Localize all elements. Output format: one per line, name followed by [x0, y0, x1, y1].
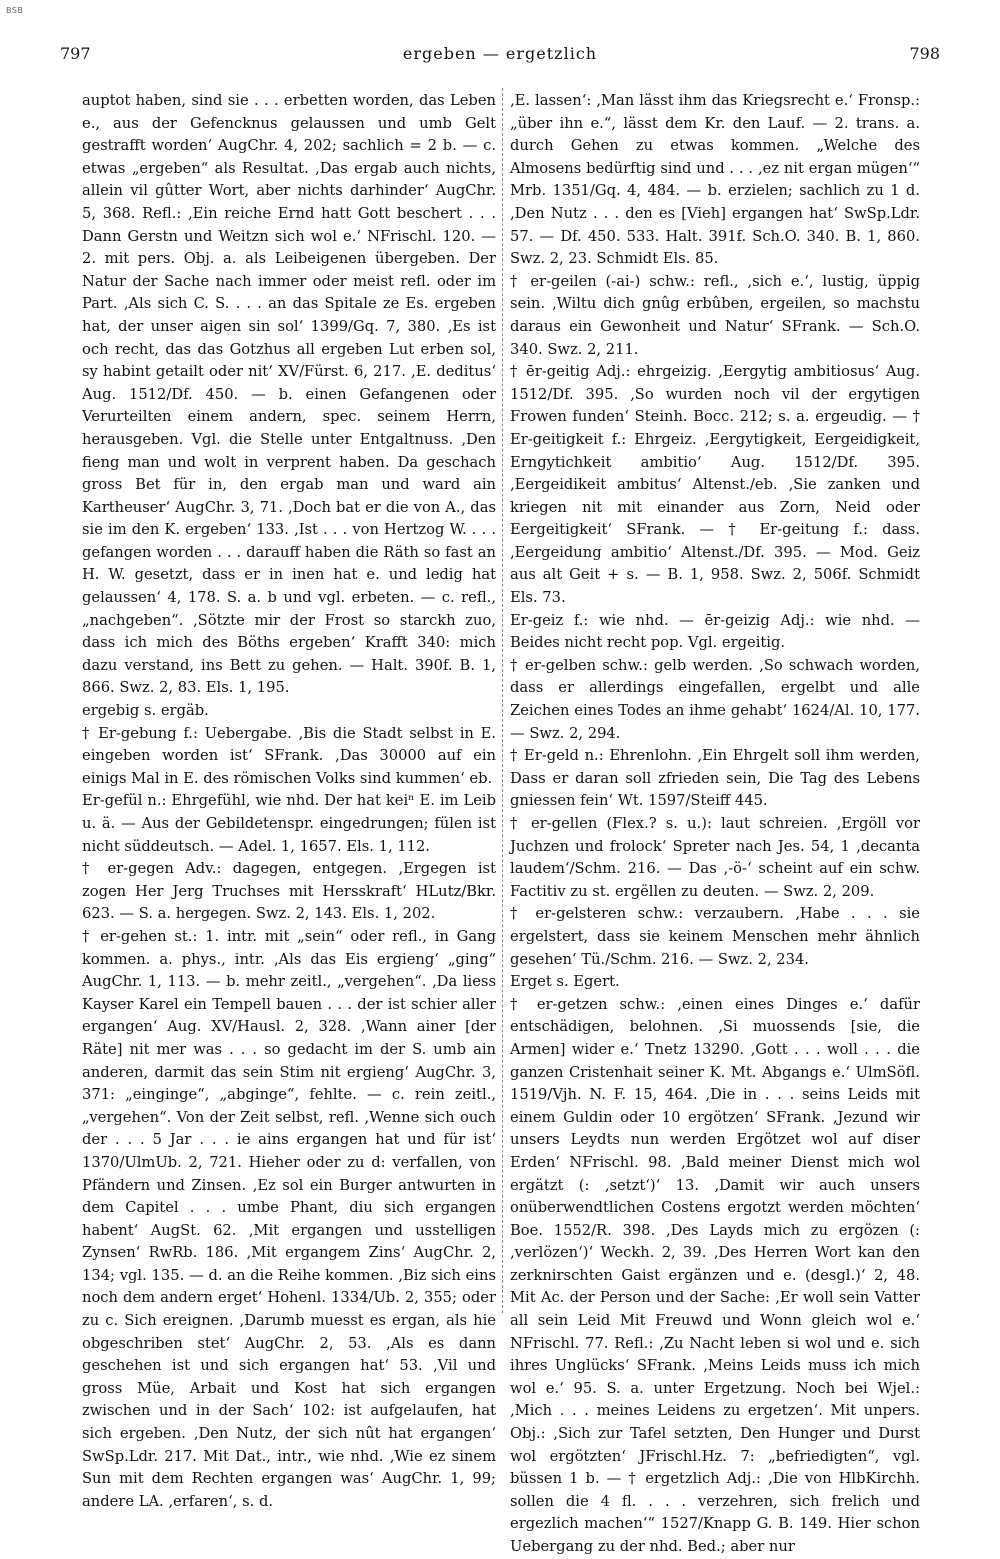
right-column: [510, 90, 920, 1559]
entry-paragraph: † er-gelsteren schw.: verzaubern. ‚Habe . . . sie ergelstert, dass sie keinem Menschen mehr ähnlich gesehen‘ Tü./Schm. 216. — Swz. 2, 234.: [510, 905, 920, 968]
entry-paragraph: † Er-geld n.: Ehrenlohn. ‚Ein Ehrgelt soll ihm werden, Dass er daran soll zfrieden sein, Die Tag des Lebens gniessen fein‘ Wt. 1597/Steiff 445.: [510, 747, 920, 810]
entry-paragraph: † ēr-geitig Adj.: ehrgeizig. ‚Eergytig ambitiosus‘ Aug. 1512/Df. 395. ‚So wurden noch vil der ergytigen Frowen funden‘ Steinh. Bocc. 212; s. a. ergeudig. — † Er-geitigkeit f.: Ehrgeiz. ‚Eergytigkeit, Eergeidigkeit, Erngytichkeit ambitio‘ Aug. 1512/Df. 395. ‚Eergeidikeit ambitus‘ Altenst./eb. ‚Sie zanken und kriegen nit mit einander aus Zorn, Neid oder Eergeitigkeit‘ SFrank. — † Er-geitung f.: dass. ‚Eergeidung ambitio‘ Altenst./Df. 395. — Mod. Geiz aus alt Geit + s. — B. 1, 958. Swz. 2, 506f. Schmidt Els. 73.: [510, 363, 920, 607]
right-page-number: 798: [909, 44, 940, 63]
entry-paragraph: † er-gelben schw.: gelb werden. ‚So schwach worden, dass er allerdings eingefallen, ergelbt und alle Zeichen eines Todes an ihme gehabt‘ 1624/Al. 10, 177. — Swz. 2, 294.: [510, 656, 920, 742]
column-divider: [502, 88, 503, 1313]
left-column: [82, 90, 496, 1513]
left-page-number: 797: [60, 44, 91, 63]
running-title: ergeben — ergetzlich: [402, 44, 598, 63]
entry-paragraph: ‚E. lassen‘: ‚Man lässt ihm das Kriegsrecht e.‘ Fronsp.: „über ihn e.“, lässt dem Kr. den Lauf. — 2. trans. a. durch Gehen zu etwas kommen. „Welche des Almosens bedürftig sind und . . . ‚ez nit ergan mügen‘“ Mrb. 1351/Gq. 4, 484. — b. erzielen; sachlich zu 1 d. ‚Den Nutz . . . den es [Vieh] ergangen hat‘ SwSp.Ldr. 57. — Df. 450. 533. Halt. 391f. Sch.O. 340. B. 1, 860. Swz. 2, 23. Schmidt Els. 85.: [510, 92, 920, 268]
entry-paragraph: auptot haben, sind sie . . . erbetten worden, das Leben e., aus der Gefencknus gelaussen und umb Gelt gestrafft worden‘ AugChr. 4, 202; sachlich = 2 b. — c. etwas „ergeben“ als Resultat. ‚Das ergab auch nichts, allein vil gûtter Wort, aber nichts darhinder‘ AugChr. 5, 368. Refl.: ‚Ein reiche Ernd hatt Gott beschert . . . Dann Gerstn und Weitzn sich wol e.‘ NFrischl. 120. — 2. mit pers. Obj. a. als Leibeigenen übergeben. Der Natur der Sache nach immer oder meist refl. oder im Part. ‚Als sich C. S. . . . an das Spitale ze Es. ergeben hat, der unser aigen sin sol‘ 1399/Gq. 7, 380. ‚Es ist och recht, das das Gotzhus all ergeben Lut erben sol, sy habint getailt oder nit‘ XV/Fürst. 6, 217. ‚E. deditus‘ Aug. 1512/Df. 450. — b. einen Gefangenen oder Verurteilten einem andern, spec. seinem Herrn, herausgeben. Vgl. die Stelle unter Entgaltnuss. ‚Den fieng man und wolt in verprent haben. Da geschach gross Bet für in, den ergab man und ward ain Kartheuser‘ AugChr. 3, 71. ‚Doch bat er die von A., das sie im den K. ergeben‘ 133. ‚Ist . . . von Hertzog W. . . . gefangen worden . . . darauff haben die Räth so fast an H. W. gesetzt, dass er in inen hat e. und ledig hat gelaussen‘ 4, 178. S. a. b und vgl. erbeten. — c. refl., „nachgeben“. ‚Sötzte mir der Frost so starckh zuo, dass ich mich des Böths ergeben‘ Krafft 340: mich dazu verstand, ins Bett zu gehen. — Halt. 390f. B. 1, 866. Swz. 2, 83. Els. 1, 195.: [82, 92, 496, 697]
watermark: BSB: [6, 6, 24, 15]
entry-paragraph: † er-getzen schw.: ‚einen eines Dinges e.‘ dafür entschädigen, belohnen. ‚Si muossends [sie, die Armen] wider e.‘ Tnetz 13290. ‚Gott . . . woll . . . die ganzen Cristenhait seiner K. Mt. Abgangs e.‘ UlmSöfl. 1519/Vjh. N. F. 15, 464. ‚Die in . . . seins Leids mit einem Guldin oder 10 ergötzen‘ SFrank. ‚Jezund wir unsers Leydts nun werden Ergötzet wol auf diser Erden‘ NFrischl. 98. ‚Bald meiner Dienst mich wol ergätzt (: ‚setzt‘)‘ 13. ‚Damit wir auch unsers onüberwendtlichen Costens ergotzt werden möchten‘ Boe. 1552/R. 398. ‚Des Layds mich zu ergözen (: ‚verlözen‘)‘ Weckh. 2, 39. ‚Des Herren Wort kan den zerknirschten Gaist ergänzen und e. (desgl.)‘ 2, 48. Mit Ac. der Person und der Sache: ‚Er woll sein Vatter all sein Leid Mit Freuwd und Wonn gleich wol e.‘ NFrischl. 77. Refl.: ‚Zu Nacht leben si wol und e. sich ihres Unglücks‘ SFrank. ‚Meins Leids muss ich mich wol e.‘ 95. S. a. unter Ergetzung. Noch bei Wjel.: ‚Mich . . . meines Leidens zu ergetzen‘. Mit unpers. Obj.: ‚Sich zur Tafel setzten, Den Hunger und Durst wol ergötzten‘ JFrischl.Hz. 7: „befriedigten“, vgl. büssen 1 b. — † ergetzlich Adj.: ‚Die von HlbKirchh. sollen die 4 fl. . . . verzehren, sich frelich und ergezlich machen‘“ 1527/Knapp G. B. 149. Hier schon Uebergang zu der nhd. Bed.; aber nur: [510, 995, 920, 1555]
entry-paragraph: † er-geilen (-ai-) schw.: refl., ‚sich e.‘, lustig, üppig sein. ‚Wiltu dich gnûg erbûben, ergeilen, so machstu daraus ein Gewonheit und Natur‘ SFrank. — Sch.O. 340. Swz. 2, 211.: [510, 272, 920, 358]
entry-paragraph: † Er-gebung f.: Uebergabe. ‚Bis die Stadt selbst in E. eingeben worden ist‘ SFrank. ‚Das 30000 auf ein einigs Mal in E. des römischen Volks sind kummen‘ eb.: [82, 724, 496, 787]
page-header: [60, 44, 940, 70]
entry-paragraph: † er-gehen st.: 1. intr. mit „sein“ oder refl., in Gang kommen. a. phys., intr. ‚Als das Eis ergieng‘ „ging“ AugChr. 1, 113. — b. mehr zeitl., „vergehen“. ‚Da liess Kayser Karel ein Tempell bauen . . . der ist schier aller ergangen‘ Aug. XV/Hausl. 2, 328. ‚Wann ainer [der Räte] nit mer was . . . so gedacht im der S. umb ain anderen, darmit das sein Stim nit ergieng‘ AugChr. 3, 371: „einginge“, „abginge“, fehlte. — c. rein zeitl., „vergehen“. Von der Zeit selbst, refl. ‚Wenne sich ouch der . . . 5 Jar . . . ie ains ergangen hat und für ist‘ 1370/UlmUb. 2, 721. Hieher oder zu d: verfallen, von Pfändern und Zinsen. ‚Ez sol ein Burger antwurten in dem Capitel . . . umbe Phant, diu sich ergangen habent‘ AugSt. 62. ‚Mit ergangen und usstelligen Zynsen‘ RwRb. 186. ‚Mit ergangem Zins‘ AugChr. 2, 134; vgl. 135. — d. an die Reihe kommen. ‚Biz sich eins noch dem andern erget‘ Hohenl. 1334/Ub. 2, 355; oder zu c. Sich ereignen. ‚Darumb muesst es ergan, als hie obgeschriben stet‘ AugChr. 2, 53. ‚Als es dann geschehen ist und sich ergangen hat‘ 53. ‚Vil und gross Müe, Arbait und Kost hat sich ergangen zwischen und in der Sach‘ 102: ist aufgelaufen, hat sich ergeben. ‚Den Nutz, der sich nût hat ergangen‘ SwSp.Ldr. 217. Mit Dat., intr., wie nhd. ‚Wie ez sinem Sun mit dem Rechten ergangen was‘ AugChr. 1, 99; andere LA. ‚erfaren‘, s. d.: [82, 927, 496, 1510]
entry-paragraph: Erget s. Egert.: [510, 973, 620, 991]
entry-paragraph: ergebig s. ergäb.: [82, 702, 209, 720]
entry-paragraph: † er-gellen (Flex.? s. u.): laut schreien. ‚Ergöll vor Juchzen und frolock‘ Spreter nach Jes. 54, 1 ‚decanta laudem‘/Schm. 216. — Das ‚-ö-‘ scheint auf ein schw. Factitiv zu st. ergëllen zu deuten. — Swz. 2, 209.: [510, 815, 920, 900]
entry-paragraph: Er-geiz f.: wie nhd. — ēr-geizig Adj.: wie nhd. — Beides nicht recht pop. Vgl. ergeitig.: [510, 611, 920, 652]
entry-paragraph: Er-gefül n.: Ehrgefühl, wie nhd. Der hat keiⁿ E. im Leib u. ä. — Aus der Gebildetenspr. eingedrungen; fülen ist nicht süddeutsch. — Adel. 1, 1657. Els. 1, 112.: [82, 792, 496, 855]
entry-paragraph: † er-gegen Adv.: dagegen, entgegen. ‚Ergegen ist zogen Her Jerg Truchses mit Hersskraft‘ HLutz/Bkr. 623. — S. a. hergegen. Swz. 2, 143. Els. 1, 202.: [82, 860, 496, 923]
